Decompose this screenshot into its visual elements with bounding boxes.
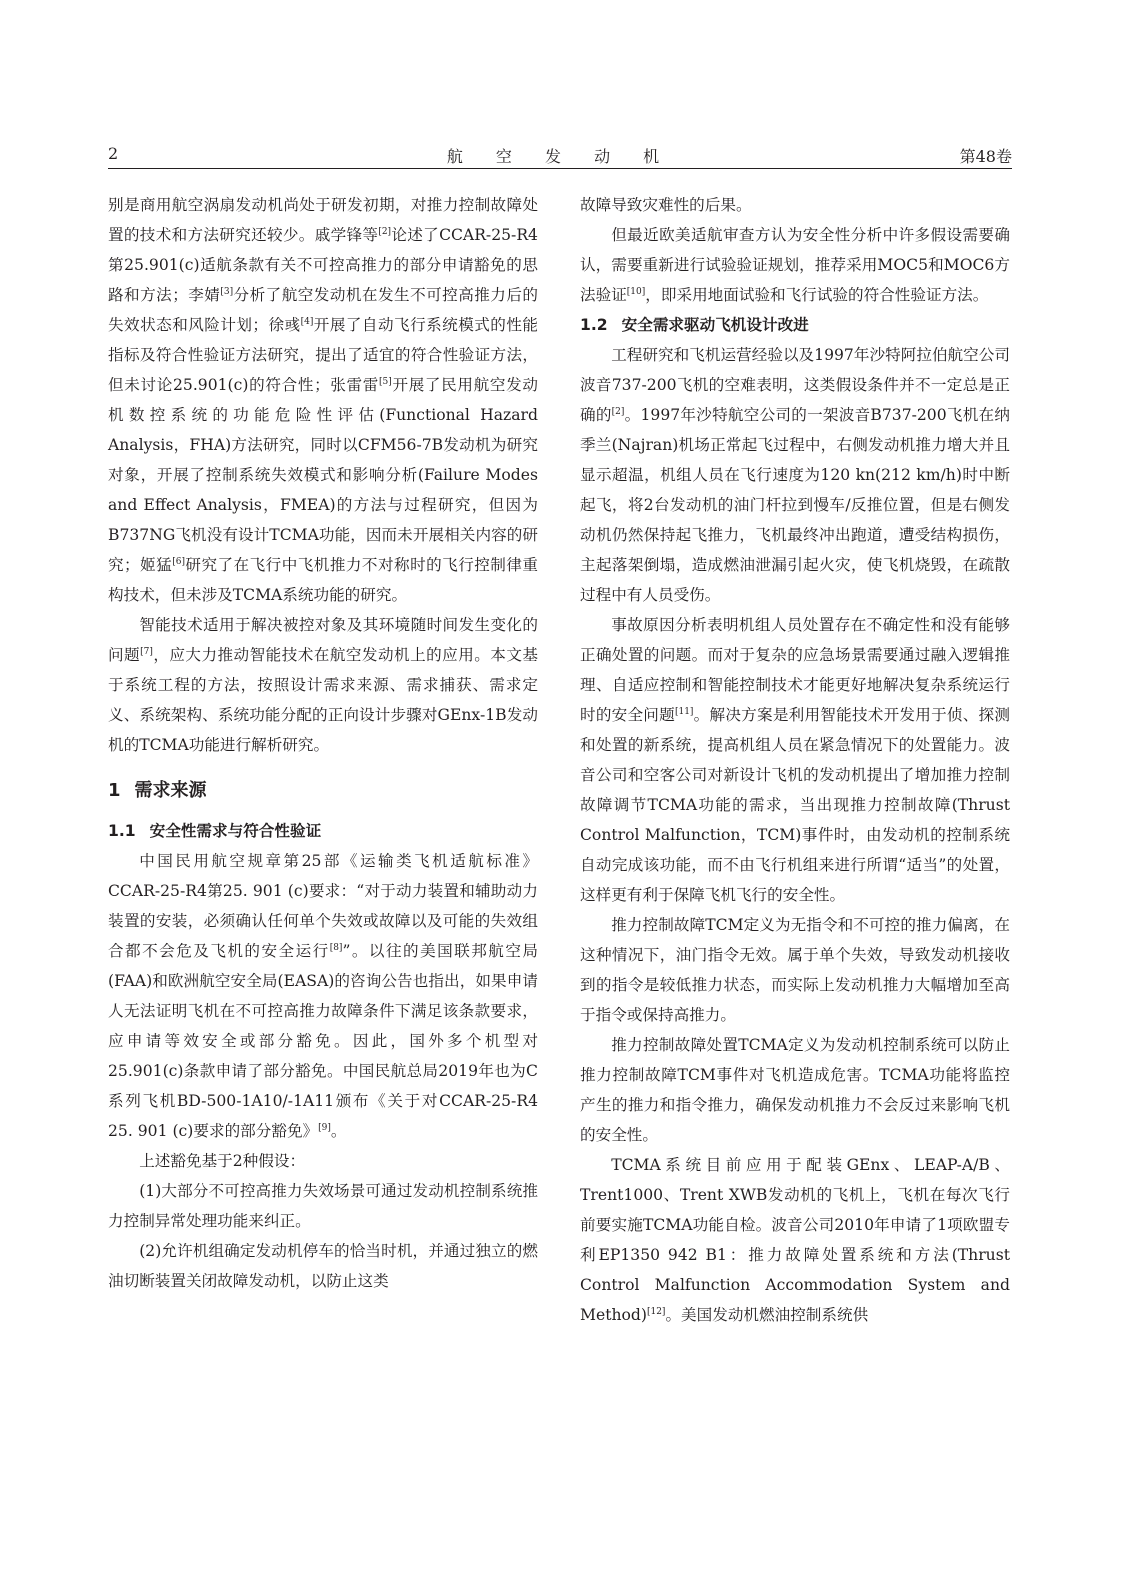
text-run: (2)允许机组确定发动机停车的恰当时机，并通过独立的燃油切断装置关闭故障发动机，以防止这类 [108,1242,538,1290]
section-heading [108,776,538,806]
paragraph [580,190,1010,220]
text-run: 故障导致灾难性的后果。 [580,196,752,214]
paragraph [580,1030,1010,1150]
journal-title: 航 空 发 动 机 [446,147,674,166]
page-number: 2 [108,144,119,163]
text-run: ，应大力推动智能技术在航空发动机上的应用。本文基于系统工程的方法，按照设计需求来源、需求捕获、需求定义、系统架构、系统功能分配的正向设计步骤对GEnx-1B发动机的TCMA功能进行解析研究。 [108,646,538,754]
subsection-heading [108,816,538,846]
text-run: ，即采用地面试验和飞行试验的符合性验证方法。 [645,286,989,304]
text-run: 但最近欧美适航审查方认为安全性分析中许多假设需要确认，需要重新进行试验验证规划，推荐采用MOC5和MOC6方法验证 [580,226,1010,304]
paragraph [580,910,1010,1030]
text-run: 事故原因分析表明机组人员处置存在不确定性和没有能够正确处置的问题。而对于复杂的应急场景需要通过融入逻辑推理、自适应控制和智能控制技术才能更好地解决复杂系统运行时的安全问题 [580,616,1010,724]
section-number: 1 [108,780,121,801]
right-column [580,190,1010,1330]
running-header [108,140,1012,169]
text-run: 上述豁免基于2种假设： [139,1152,306,1170]
paragraph [580,610,1010,910]
citation-ref: [6] [172,557,185,567]
text-run: 研究了在飞行中飞机推力不对称时的飞行控制律重构技术，但未涉及TCMA系统功能的研究。 [108,556,538,604]
text-run: 推力控制故障处置TCMA定义为发动机控制系统可以防止推力控制故障TCM事件对飞机造成危害。TCMA功能将监控产生的推力和指令推力，确保发动机推力不会反过来影响飞机的安全性。 [580,1036,1010,1144]
text-run: 。1997年沙特航空公司的一架波音B737-200飞机在纳季兰(Najran)机场正常起飞过程中，右侧发动机推力增大并且显示超温，机组人员在飞行速度为120 kn(212 km/h)时中断起飞，将2台发动机的油门杆拉到慢车/反推位置，但是右侧发动机仍然保持起飞推力，飞机最终冲出跑道，遭受结构损伤，主起落架倒塌，造成燃油泄漏引起火灾，使飞机烧毁，在疏散过程中有人员受伤。 [580,406,1010,604]
subsection-heading [580,310,1010,340]
subsection-title: 安全性需求与符合性验证 [149,822,322,840]
citation-ref: [2] [378,227,392,237]
section-title: 需求来源 [134,780,207,801]
citation-ref: [5] [379,377,392,387]
text-run: (1)大部分不可控高推力失效场景可通过发动机控制系统推力控制异常处理功能来纠正。 [108,1182,538,1230]
citation-ref: [4] [300,317,314,327]
paragraph [108,1236,538,1296]
citation-ref: [8] [329,943,343,953]
paragraph [580,1150,1010,1330]
paragraph [580,340,1010,610]
subsection-number: 1.2 [580,316,608,334]
citation-ref: [9] [318,1123,331,1133]
citation-ref: [12] [646,1307,666,1317]
text-run: 开展了民用航空发动机数控系统的功能危险性评估(Functional Hazard Analysis，FHA)方法研究，同时以CFM56-7B发动机为研究对象，开展了控制系统失效模式和影响分析(Failure Modes and Effect Analysis，FMEA)的方法与过程研究，但因为B737NG飞机没有设计TCMA功能，因而未开展相关内容的研究；姬猛 [108,376,538,574]
text-run: 。美国发动机燃油控制系统供 [665,1306,869,1324]
paragraph [108,1146,538,1176]
citation-ref: [10] [626,287,646,297]
citation-ref: [7] [140,647,153,657]
text-run: 论述了CCAR-25-R4第25.901(c)适航条款有关不可控高推力的部分申请豁免的思路和方法；李婧 [108,226,538,304]
text-run: 分析了航空发动机在发生不可控高推力后的失效状态和风险计划；徐彧 [108,286,538,334]
subsection-number: 1.1 [108,822,136,840]
paragraph [108,846,538,1146]
text-run: 。解决方案是利用智能技术开发用于侦、探测和处置的新系统，提高机组人员在紧急情况下的处置能力。波音公司和空客公司对新设计飞机的发动机提出了增加推力控制故障调节TCMA功能的需求，当出现推力控制故障(Thrust Control Malfunction，TCM)事件时，由发动机的控制系统自动完成该功能，而不由飞行机组来进行所谓“适当”的处置，这样更有利于保障飞机飞行的安全性。 [580,706,1010,904]
volume-label: 第48卷 [959,147,1012,166]
paragraph [108,610,538,760]
text-run: TCMA系统目前应用于配装GEnx、LEAP-A/B、Trent1000、Trent XWB发动机的飞机上，飞机在每次飞行前要实施TCMA功能自检。波音公司2010年申请了1项欧盟专利EP1350 942 B1：推力故障处置系统和方法(Thrust Control Malfunction Accommodation System and Method) [580,1156,1010,1324]
text-run: 别是商用航空涡扇发动机尚处于研发初期，对推力控制故障处置的技术和方法研究还较少。戚学锋等 [108,196,538,244]
paragraph [108,190,538,610]
text-run: 。 [330,1122,347,1140]
citation-ref: [2] [611,407,625,417]
text-run: ”。以往的美国联邦航空局(FAA)和欧洲航空安全局(EASA)的咨询公告也指出，如果申请人无法证明飞机在不可控高推力故障条件下满足该条款要求，应申请等效安全或部分豁免。因此，国外多个机型对25.901(c)条款申请了部分豁免。中国民航总局2019年也为C系列飞机BD-500-1A10/-1A11颁布《关于对CCAR-25-R4 25. 901 (c)要求的部分豁免》 [108,942,538,1140]
text-run: 中国民用航空规章第25部《运输类飞机适航标准》CCAR-25-R4第25. 901 (c)要求：“对于动力装置和辅助动力装置的安装，必须确认任何单个失效或故障以及可能的失效组合都不会危及飞机的安全运行 [108,852,538,960]
citation-ref: [3] [220,287,234,297]
text-run: 开展了自动飞行系统模式的性能指标及符合性验证方法研究，提出了适宜的符合性验证方法，但未讨论25.901(c)的符合性；张雷雷 [108,316,538,394]
paragraph [580,220,1010,310]
text-run: 推力控制故障TCM定义为无指令和不可控的推力偏离，在这种情况下，油门指令无效。属于单个失效，导致发动机接收到的指令是较低推力状态，而实际上发动机推力大幅增加至高于指令或保持高推力。 [580,916,1010,1024]
text-run: 智能技术适用于解决被控对象及其环境随时间发生变化的问题 [108,616,538,664]
paragraph [108,1176,538,1236]
left-column [108,190,538,1296]
citation-ref: [11] [674,707,694,717]
text-run: 工程研究和飞机运营经验以及1997年沙特阿拉伯航空公司波音737-200飞机的空难表明，这类假设条件并不一定总是正确的 [580,346,1010,424]
subsection-title: 安全需求驱动飞机设计改进 [621,316,809,334]
